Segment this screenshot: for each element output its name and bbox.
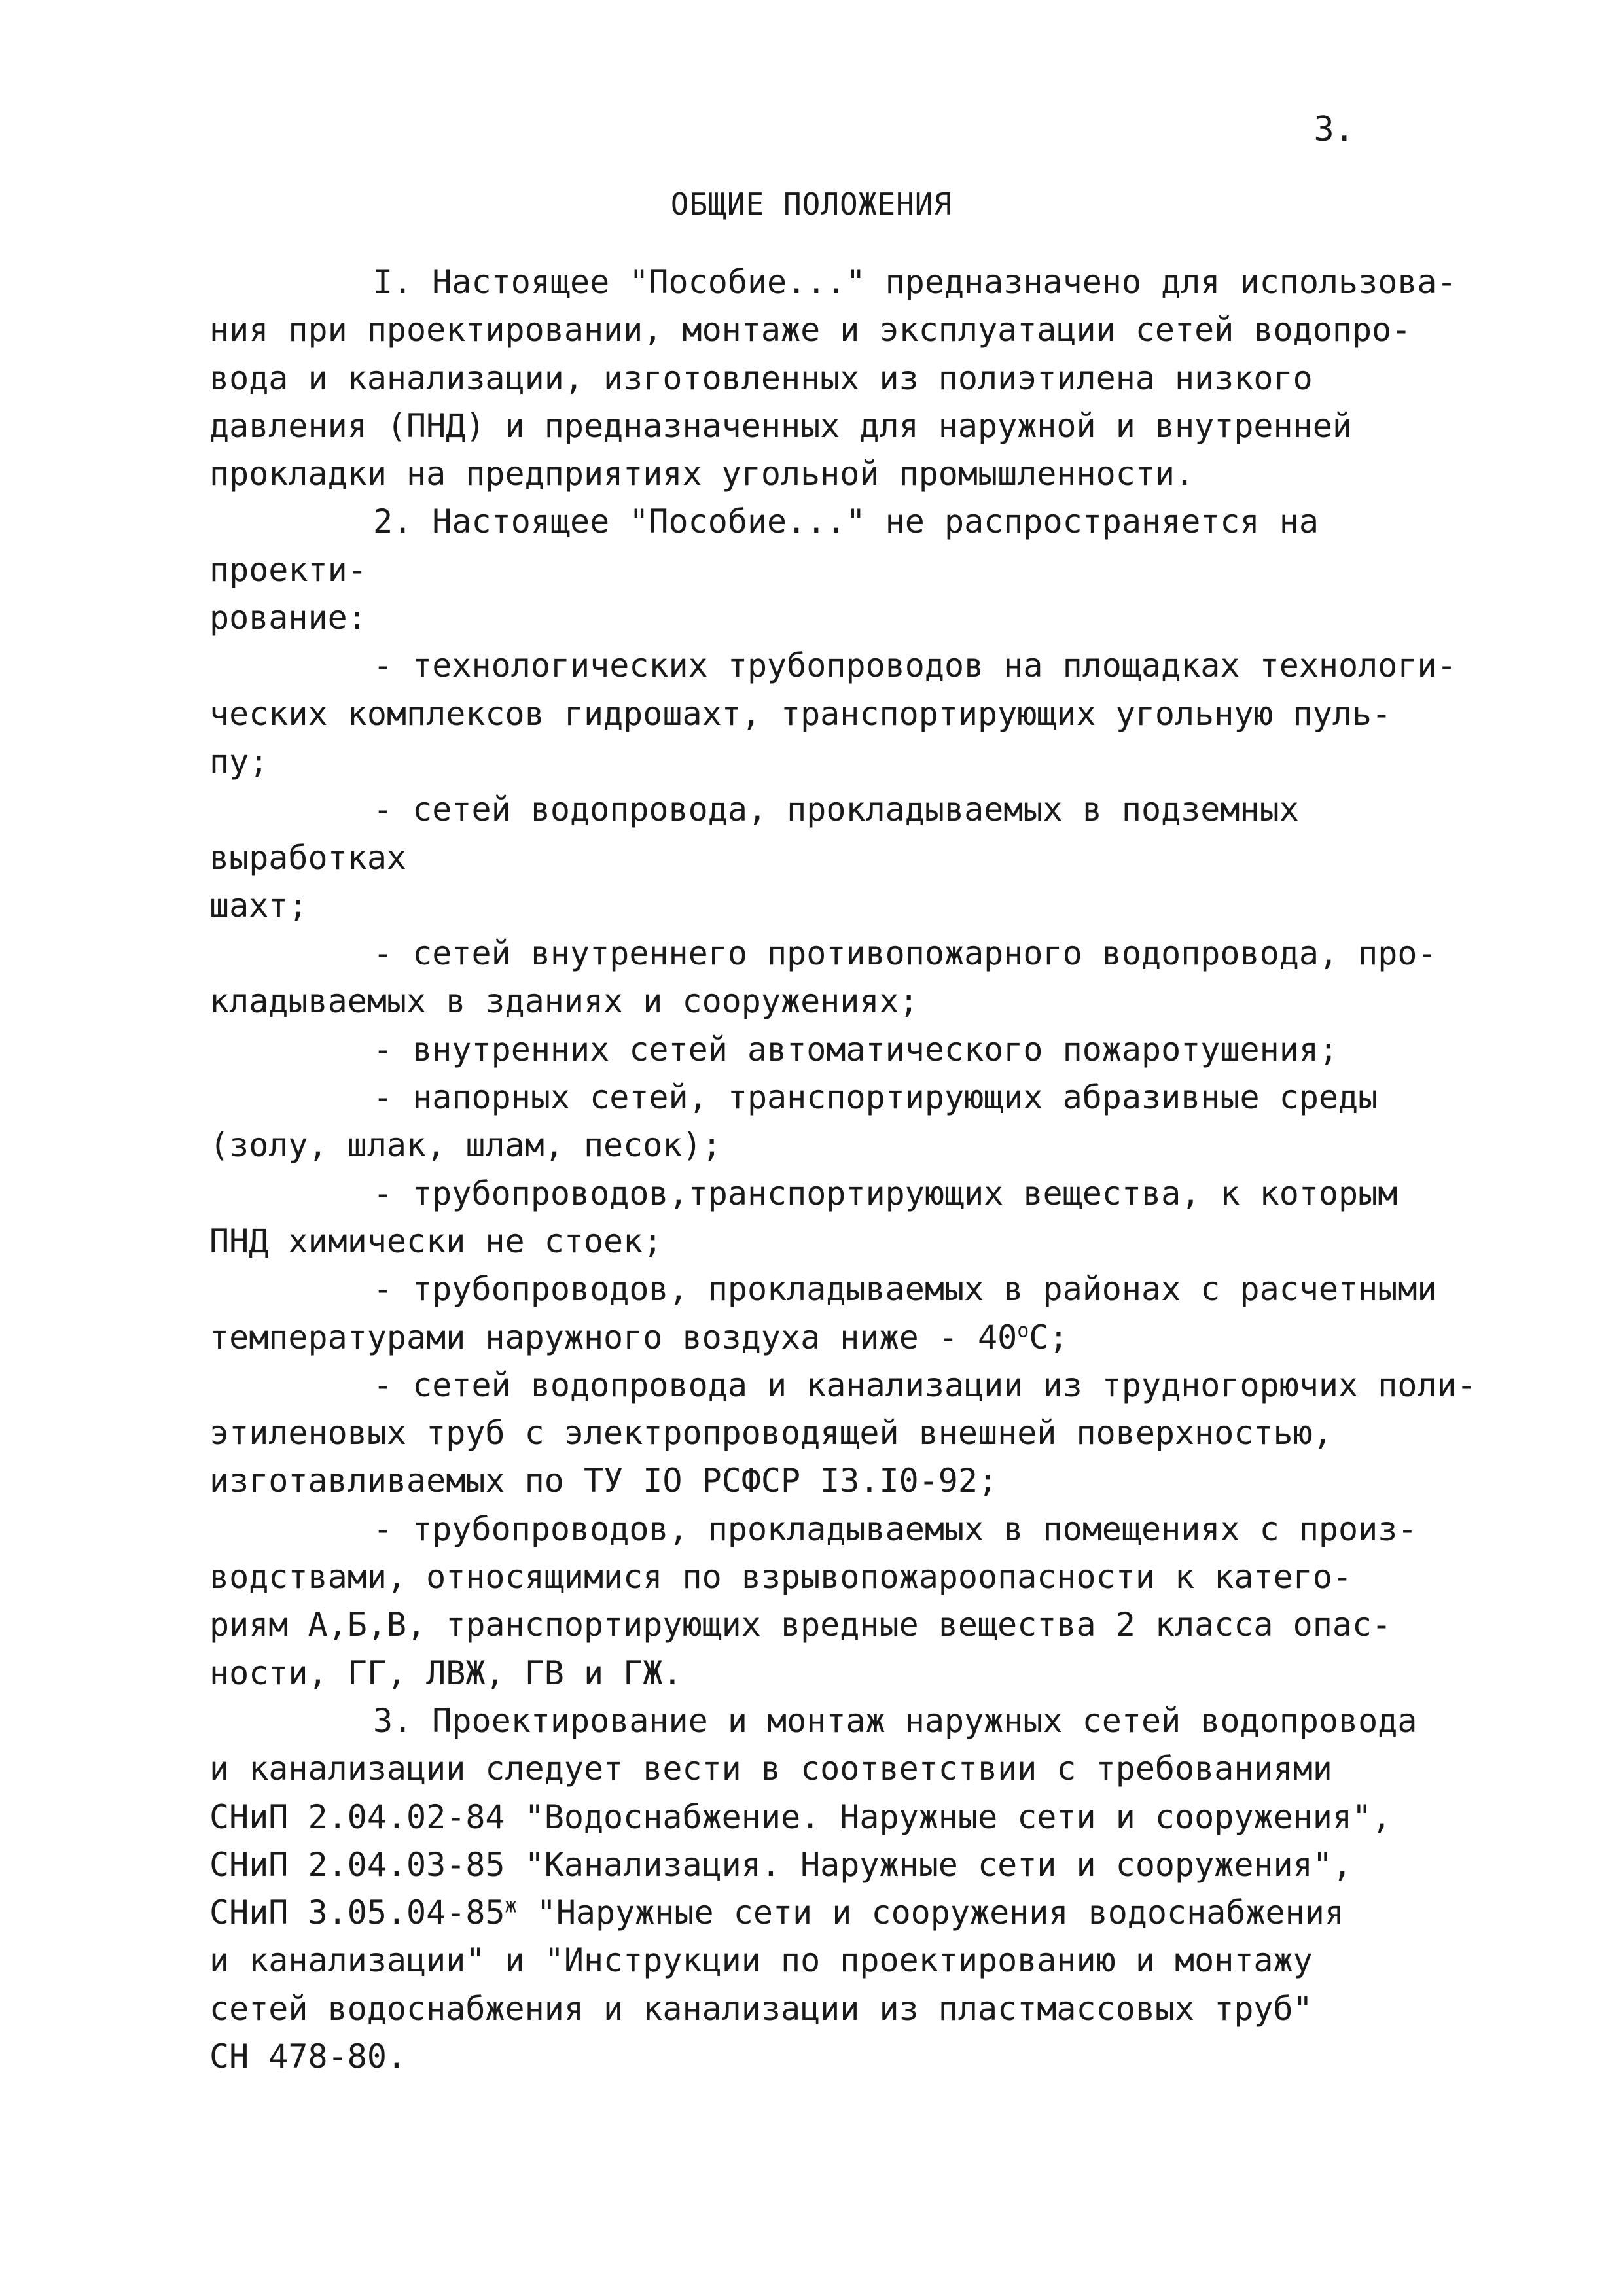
text-line: I. Настоящее "Пособие..." предназначено для использова- (373, 263, 1457, 301)
text-line: шахт; (209, 886, 308, 925)
text-line: вода и канализации, изготовленных из полиэтилена низкого (209, 359, 1313, 397)
degree-mark: о (1017, 1318, 1029, 1342)
text-line: ности, ГГ, ЛВЖ, ГВ и ГЖ. (209, 1653, 683, 1692)
list-item: - трубопроводов,транспортирующих вещества, к которым (373, 1174, 1398, 1212)
text-line: 2. Настоящее "Пособие..." не распространяется на проекти- (209, 503, 1319, 589)
text-line: (золу, шлак, шлам, песок); (209, 1126, 722, 1165)
text-line: риям А,Б,В, транспортирующих вредные вещества 2 класса опас- (209, 1606, 1392, 1644)
text-line: пу; (209, 742, 269, 781)
list-item: - сетей внутреннего противопожарного водопровода, про- (373, 934, 1437, 973)
list-item: - внутренних сетей автоматического пожаротушения; (373, 1030, 1339, 1069)
page-title: ОБЩИЕ ПОЛОЖЕНИЯ (670, 186, 953, 222)
text-line: ПНД химически не стоек; (209, 1222, 663, 1260)
text-run: "Наружные сети и сооружения водоснабжения (536, 1894, 1344, 1932)
text-line: СНиП 2.04.03-85 "Канализация. Наружные сети и сооружения", (209, 1845, 1352, 1884)
text-line: 3. Проектирование и монтаж наружных сетей водопровода (373, 1701, 1418, 1740)
text-line: СНиП 2.04.02-84 "Водоснабжение. Наружные сети и сооружения", (209, 1797, 1392, 1836)
text-line: изготавливаемых по ТУ IO РСФСР I3.I0-92; (209, 1462, 998, 1500)
list-item: - трубопроводов, прокладываемых в районах с расчетными (373, 1270, 1437, 1309)
text-line: и канализации" и "Инструкции по проектированию и монтажу (209, 1941, 1313, 1980)
list-item: - технологических трубопроводов на площадках технологи- (373, 646, 1457, 685)
list-item: - напорных сетей, транспортирующих абразивные среды (373, 1078, 1378, 1117)
text-line: водствами, относящимися по взрывопожароопасности к катего- (209, 1558, 1352, 1597)
text-line: этиленовых труб с электропроводящей внешней поверхностью, (209, 1414, 1332, 1453)
text-run: температурами наружного воздуха ниже - 40 (209, 1318, 1018, 1356)
text-line: рование: (209, 599, 367, 637)
text-line (209, 1889, 1492, 1937)
text-line: ческих комплексов гидрошахт, транспортирующих угольную пуль- (209, 694, 1392, 733)
page-number: 3. (1313, 110, 1355, 149)
list-item: - трубопроводов, прокладываемых в помещениях с произ- (373, 1510, 1418, 1548)
document-body (209, 258, 1492, 2081)
text-run: СНиП 3.05.04-85 (209, 1894, 505, 1932)
text-line (209, 1314, 1492, 1362)
list-item: - сетей водопровода и канализации из трудногорючих поли- (373, 1366, 1476, 1404)
text-line: давления (ПНД) и предназначенных для наружной и внутренней (209, 406, 1352, 445)
asterisk-mark: ж (505, 1894, 517, 1918)
text-line: и канализации следует вести в соответствии с требованиями (209, 1750, 1332, 1788)
text-line: СН 478-80. (209, 2037, 407, 2075)
text-line: прокладки на предприятиях угольной промышленности. (209, 455, 1195, 493)
text-line: ния при проектировании, монтаже и эксплуатации сетей водопро- (209, 311, 1412, 349)
text-line: кладываемых в зданиях и сооружениях; (209, 982, 919, 1021)
text-line: сетей водоснабжения и канализации из пластмассовых труб" (209, 1989, 1313, 2028)
list-item: - сетей водопровода, прокладываемых в подземных выработках (209, 790, 1299, 877)
text-run: С; (1029, 1318, 1069, 1356)
